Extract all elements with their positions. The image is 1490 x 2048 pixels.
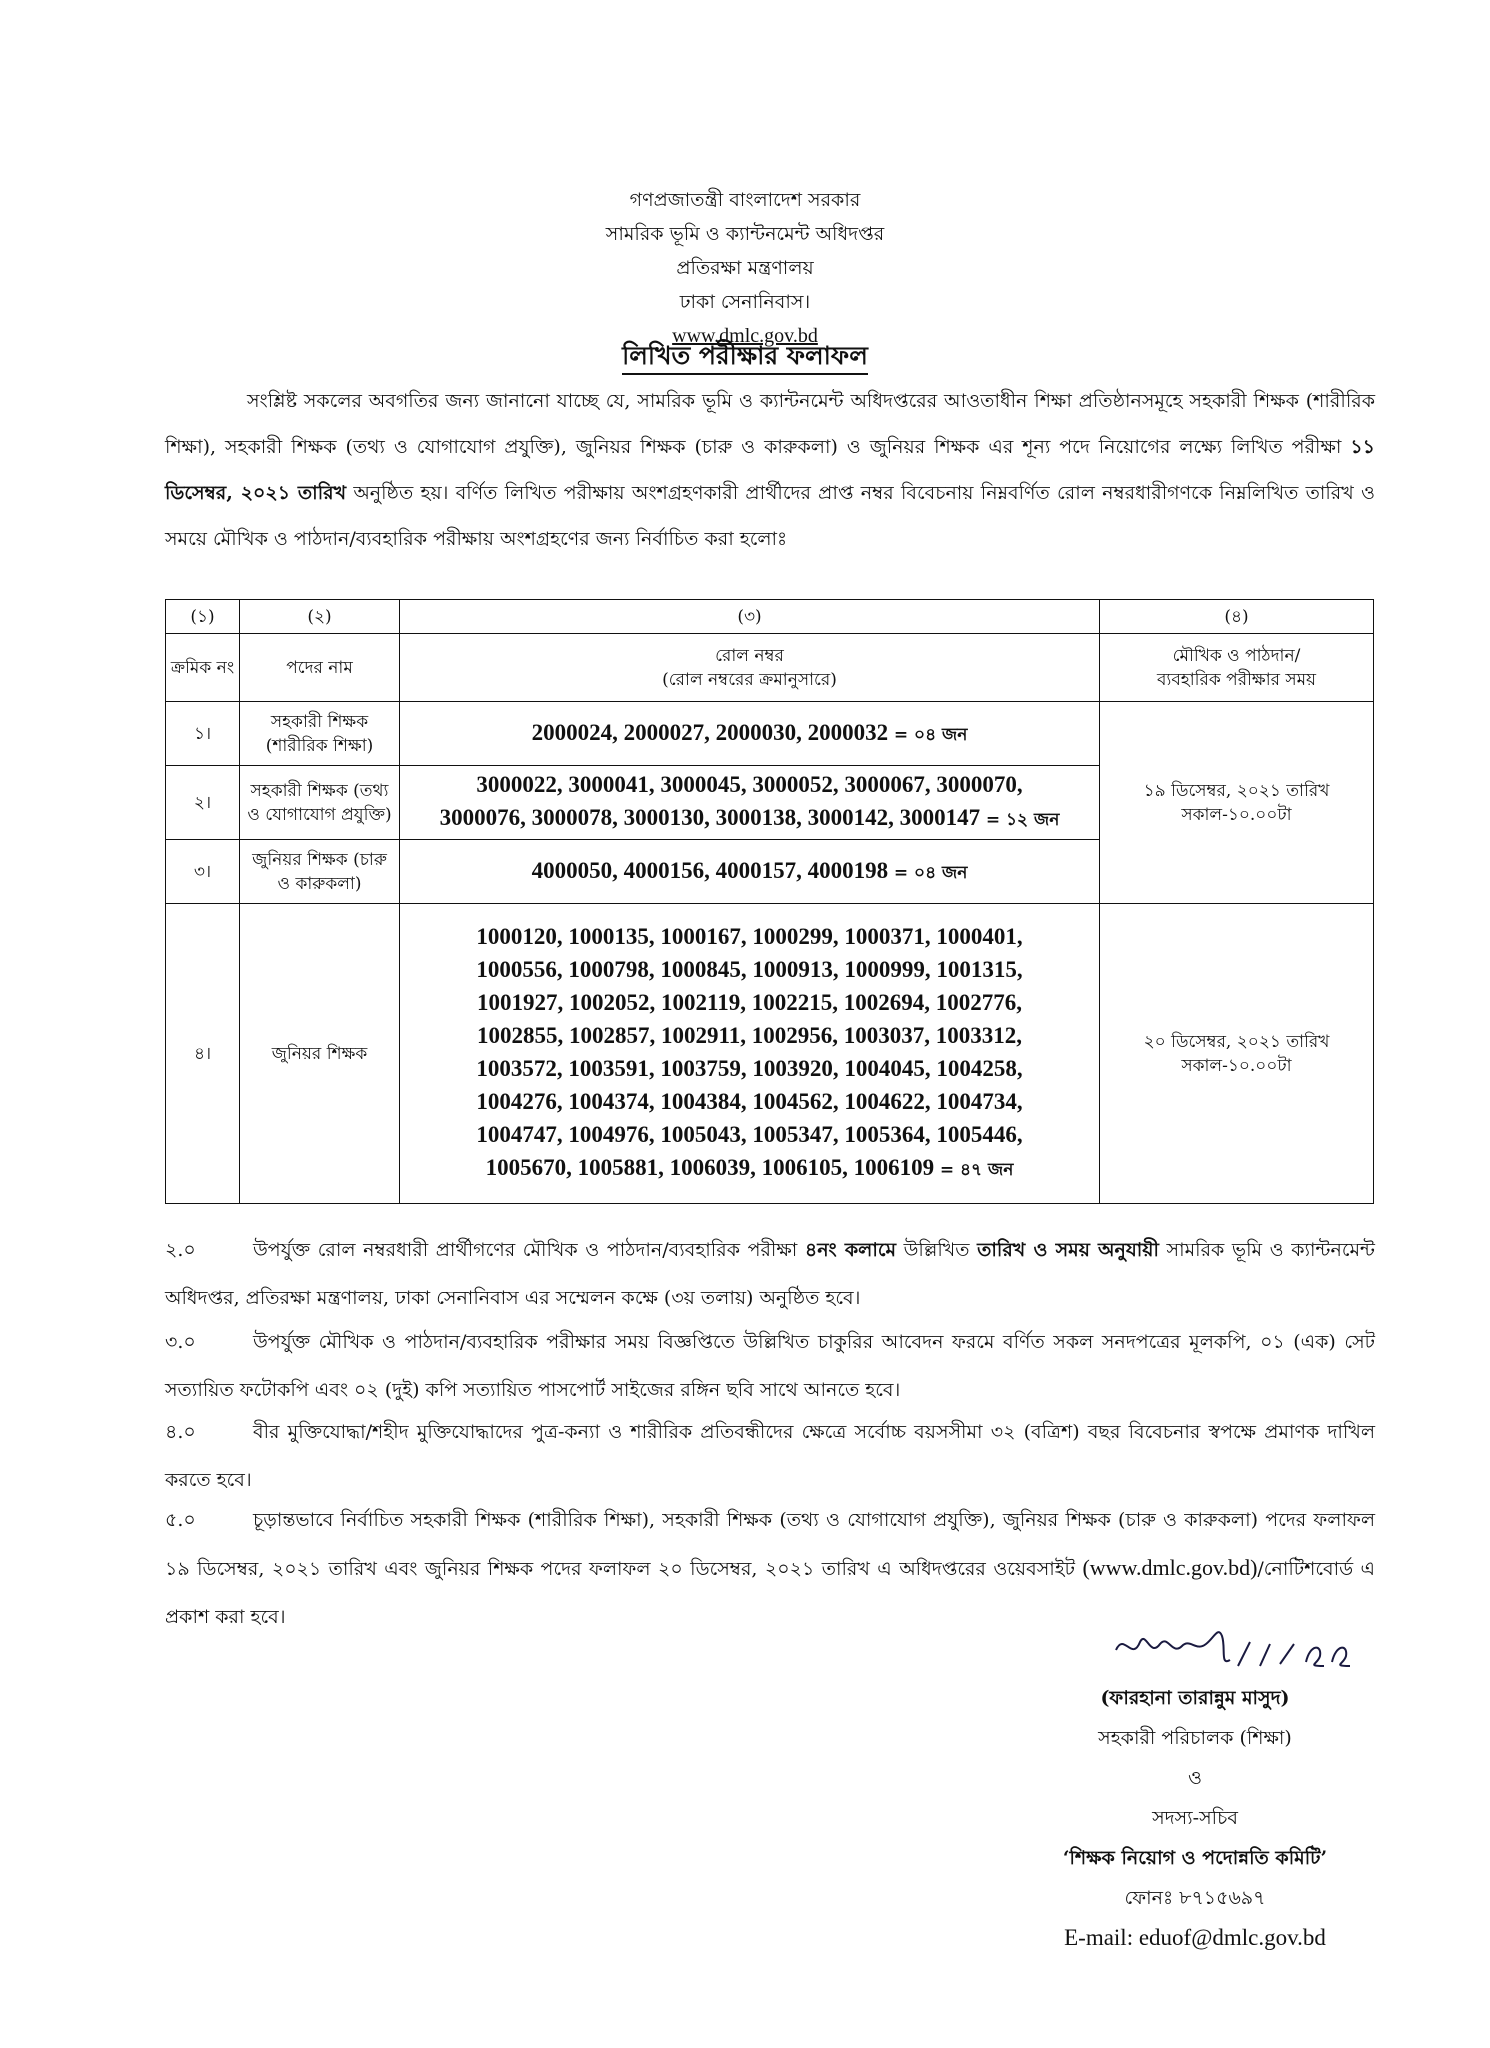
intro-paragraph: সংশ্লিষ্ট সকলের অবগতির জন্য জানানো যাচ্ছে যে, সামরিক ভূমি ও ক্যান্টনমেন্ট অধিদপ্তরের আওতাধীন শিক্ষা প্রতিষ্ঠানসমূহে সহকারী শিক্ষক (শারীরিক শিক্ষা), সহকারী শিক্ষক (তথ্য ও যোগাযোগ প্রযুক্তি), জুনিয়র শিক্ষক (চারু ও কারুকলা) ও জুনিয়র শিক্ষক এর শূন্য পদে নিয়োগের লক্ষ্যে লিখিত পরীক্ষা ১১ ডিসেম্বর, ২০২১ তারিখ অনুষ্ঠিত হয়। বর্ণিত লিখিত পরীক্ষায় অংশগ্রহণকারী প্রার্থীদের প্রাপ্ত নম্বর বিবেচনায় নিম্নবর্ণিত রোল নম্বরধারীগণকে নিম্নলিখিত তারিখ ও সময়ে মৌখিক ও পাঠদান/ব্যবহারিক পরীক্ষায় অংশগ্রহণের জন্য নির্বাচিত করা হলোঃ <box>165 390 1375 550</box>
candidate-count: = ৪৭ জন <box>939 1160 1014 1180</box>
email-address[interactable]: E-mail: eduof@dmlc.gov.bd <box>1064 1925 1326 1950</box>
serial-cell: ৪। <box>166 904 240 1204</box>
column-number: (২) <box>240 600 400 634</box>
letterhead <box>0 183 1490 353</box>
paragraph-4: ৪.০ বীর মুক্তিযোদ্ধা/শহীদ মুক্তিযোদ্ধাদের পুত্র-কন্যা ও শারীরিক প্রতিবন্ধীদের ক্ষেত্রে সর্বোচ্চ বয়সসীমা ৩২ (বত্রিশ) বছর বিবেচনার স্বপক্ষে প্রমাণক দাখিল করতে হবে। <box>165 1421 1375 1491</box>
phone-number: ফোনঃ ৮৭১৫৬৯৭ <box>1124 1887 1266 1909</box>
header-row <box>166 634 1374 702</box>
roll-header: রোল নম্বর (রোল নম্বরের ক্রমানুসারে) <box>400 634 1100 702</box>
results-table <box>165 599 1374 1204</box>
post-cell: জুনিয়র শিক্ষক <box>240 904 400 1204</box>
post-cell: সহকারী শিক্ষক (শারীরিক শিক্ষা) <box>240 702 400 766</box>
candidate-count: = ০৪ জন <box>893 724 968 745</box>
column-number: (১) <box>166 600 240 634</box>
post-cell: জুনিয়র শিক্ষক (চারু ও কারুকলা) <box>240 840 400 904</box>
serial-cell: ২। <box>166 766 240 840</box>
column-number: (৩) <box>400 600 1100 634</box>
ministry-name: প্রতিরক্ষা মন্ত্রণালয় <box>676 257 814 279</box>
post-header: পদের নাম <box>240 634 400 702</box>
column-number: (৪) <box>1100 600 1374 634</box>
roll-cell: 2000024, 2000027, 2000030, 2000032 = ০৪ জন <box>400 702 1100 766</box>
roll-cell: 1000120, 1000135, 1000167, 1000299, 1000371, 1000401, 1000556, 1000798, 1000845, 1000913, 1000999, 1001315, 1001927, 1002052, 1002119, 1002215, 1002694, 1002776, 1002855, 1002857, 1002911, 1002956, 1003037, 1003312, 1003572, 1003591, 1003759, 1003920, 1004045, 1004258, 1004276, 1004374, 1004384, 1004562, 1004622, 1004734, 1004747, 1004976, 1005043, 1005347, 1005364, 1005446, 1005670, 1005881, 1006039, 1006105, 1006109 = ৪৭ জন <box>400 904 1100 1204</box>
roll-cell: 4000050, 4000156, 4000157, 4000198 = ০৪ জন <box>400 840 1100 904</box>
table-row <box>166 904 1374 1204</box>
candidate-count: = ০৪ জন <box>893 862 968 883</box>
exam-date: ১১ ডিসেম্বর, ২০২১ তারিখ <box>165 436 1375 504</box>
column-number-row <box>166 600 1374 634</box>
roll-cell: 3000022, 3000041, 3000045, 3000052, 3000067, 3000070, 3000076, 3000078, 3000130, 3000138, 3000142, 3000147 = ১২ জন <box>400 766 1100 840</box>
signatory-designation: সহকারী পরিচালক (শিক্ষা) <box>1098 1727 1292 1749</box>
signatory-role: সদস্য-সচিব <box>1152 1807 1238 1829</box>
candidate-count: = ১২ জন <box>985 810 1060 830</box>
govt-name: গণপ্রজাতন্ত্রী বাংলাদেশ সরকার <box>629 189 861 211</box>
time-header: মৌখিক ও পাঠদান/ ব্যবহারিক পরীক্ষার সময় <box>1100 634 1374 702</box>
serial-cell: ১। <box>166 702 240 766</box>
committee-name: ‘শিক্ষক নিয়োগ ও পদোন্নতি কমিটি’ <box>1062 1847 1328 1869</box>
time-cell: ১৯ ডিসেম্বর, ২০২১ তারিখ সকাল-১০.০০টা <box>1100 702 1374 904</box>
location: ঢাকা সেনানিবাস। <box>679 291 811 313</box>
signatory-name: (ফারহানা তারান্নুম মাসুদ) <box>1100 1687 1290 1709</box>
post-cell: সহকারী শিক্ষক (তথ্য ও যোগাযোগ প্রযুক্তি) <box>240 766 400 840</box>
website-link[interactable]: www.dmlc.gov.bd <box>672 325 818 347</box>
serial-cell: ৩। <box>166 840 240 904</box>
table-row <box>166 702 1374 766</box>
website-link[interactable]: (www.dmlc.gov.bd) <box>1082 1555 1258 1580</box>
signature-block: (ফারহানা তারান্নুম মাসুদ) সহকারী পরিচালক (শিক্ষা) ও সদস্য-সচিব ‘শিক্ষক নিয়োগ ও পদোন্নতি কমিটি’ ফোনঃ ৮৭১৫৬৯৭ E-mail: eduof@dmlc.gov.bd <box>960 1678 1430 1958</box>
time-cell: ২০ ডিসেম্বর, ২০২১ তারিখ সকাল-১০.০০টা <box>1100 904 1374 1204</box>
paragraph-3: ৩.০ উপর্যুক্ত মৌখিক ও পাঠদান/ব্যবহারিক পরীক্ষার সময় বিজ্ঞপ্তিতে উল্লিখিত চাকুরির আবেদন ফরমে বর্ণিত সকল সনদপত্রের মূলকপি, ০১ (এক) সেট সত্যায়িত ফটোকপি এবং ০২ (দুই) কপি সত্যায়িত পাসপোর্ট সাইজের রঙ্গিন ছবি সাথে আনতে হবে। <box>165 1331 1375 1401</box>
department-name: সামরিক ভূমি ও ক্যান্টনমেন্ট অধিদপ্তর <box>605 223 885 245</box>
page-title: লিখিত পরীক্ষার ফলাফল <box>0 336 1490 379</box>
paragraph-2: ২.০ উপর্যুক্ত রোল নম্বরধারী প্রার্থীগণের মৌখিক ও পাঠদান/ব্যবহারিক পরীক্ষা ৪নং কলামে উল্লিখিত তারিখ ও সময় অনুযায়ী সামরিক ভূমি ও ক্যান্টনমেন্ট অধিদপ্তর, প্রতিরক্ষা মন্ত্রণালয়, ঢাকা সেনানিবাস এর সম্মেলন কক্ষে (৩য় তলায়) অনুষ্ঠিত হবে। <box>165 1239 1375 1309</box>
handwritten-signature-icon <box>1110 1622 1390 1682</box>
serial-header: ক্রমিক নং <box>166 634 240 702</box>
paragraph-5: ৫.০ চূড়ান্তভাবে নির্বাচিত সহকারী শিক্ষক (শারীরিক শিক্ষা), সহকারী শিক্ষক (তথ্য ও যোগাযোগ প্রযুক্তি), জুনিয়র শিক্ষক (চারু ও কারুকলা) পদের ফলাফল ১৯ ডিসেম্বর, ২০২১ তারিখ এবং জুনিয়র শিক্ষক পদের ফলাফল ২০ ডিসেম্বর, ২০২১ তারিখ এ অধিদপ্তরের ওয়েবসাইট (www.dmlc.gov.bd)/নোটিশবোর্ড এ প্রকাশ করা হবে। <box>165 1509 1375 1628</box>
